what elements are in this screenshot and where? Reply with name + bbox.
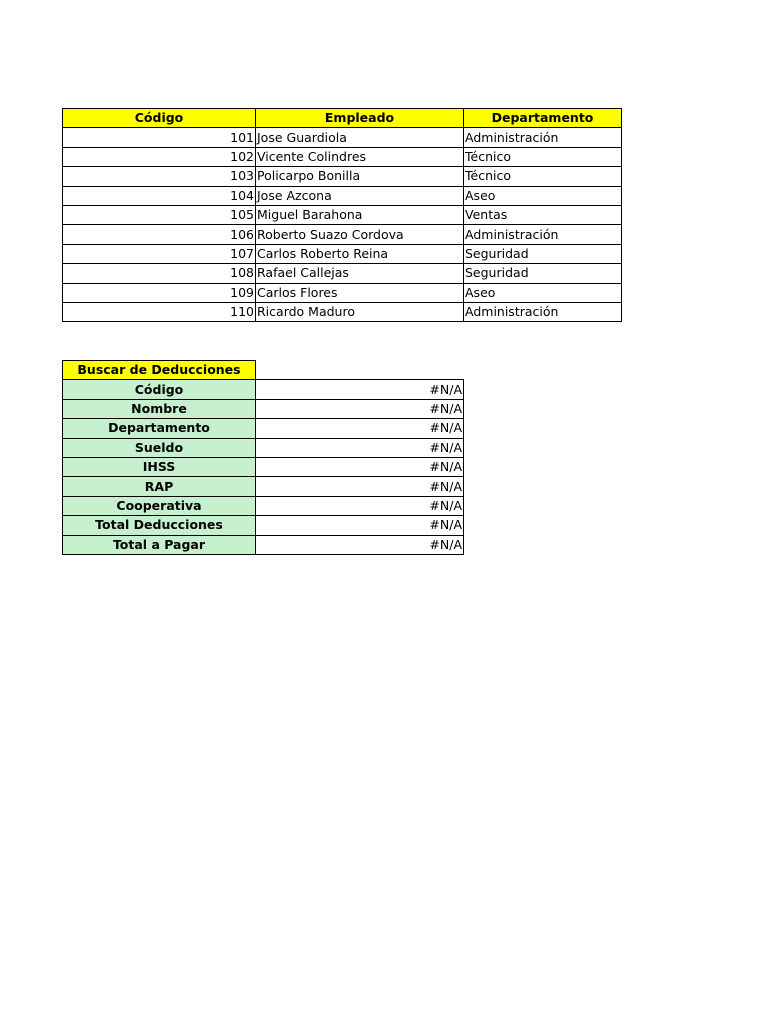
table-row <box>63 225 622 244</box>
cell-departamento[interactable]: Aseo <box>464 283 622 302</box>
lookup-label[interactable]: Departamento <box>63 419 256 438</box>
cell-codigo[interactable]: 108 <box>63 264 256 283</box>
cell-empleado[interactable]: Carlos Flores <box>256 283 464 302</box>
cell-codigo[interactable]: 106 <box>63 225 256 244</box>
lookup-row <box>63 380 464 399</box>
cell-codigo[interactable]: 105 <box>63 205 256 224</box>
cell-codigo[interactable]: 102 <box>63 147 256 166</box>
lookup-label[interactable]: Sueldo <box>63 438 256 457</box>
cell-empleado[interactable]: Carlos Roberto Reina <box>256 244 464 263</box>
cell-empleado[interactable]: Roberto Suazo Cordova <box>256 225 464 244</box>
lookup-value[interactable]: #N/A <box>256 516 464 535</box>
lookup-value[interactable]: #N/A <box>256 399 464 418</box>
cell-departamento[interactable]: Ventas <box>464 205 622 224</box>
lookup-value[interactable]: #N/A <box>256 496 464 515</box>
lookup-row <box>63 516 464 535</box>
employee-table-header-row <box>63 109 622 128</box>
lookup-row <box>63 496 464 515</box>
lookup-row <box>63 457 464 476</box>
lookup-value[interactable]: #N/A <box>256 477 464 496</box>
cell-empleado[interactable]: Policarpo Bonilla <box>256 167 464 186</box>
cell-departamento[interactable]: Administración <box>464 302 622 321</box>
lookup-row <box>63 477 464 496</box>
table-row <box>63 167 622 186</box>
cell-departamento[interactable]: Administración <box>464 225 622 244</box>
table-row <box>63 283 622 302</box>
table-row <box>63 205 622 224</box>
cell-departamento[interactable]: Administración <box>464 128 622 147</box>
table-row <box>63 264 622 283</box>
lookup-value[interactable]: #N/A <box>256 380 464 399</box>
lookup-label[interactable]: Nombre <box>63 399 256 418</box>
lookup-label[interactable]: Código <box>63 380 256 399</box>
cell-empleado[interactable]: Vicente Colindres <box>256 147 464 166</box>
header-empleado[interactable]: Empleado <box>256 109 464 128</box>
cell-codigo[interactable]: 109 <box>63 283 256 302</box>
table-row <box>63 186 622 205</box>
lookup-row <box>63 419 464 438</box>
cell-empleado[interactable]: Ricardo Maduro <box>256 302 464 321</box>
lookup-value[interactable]: #N/A <box>256 419 464 438</box>
cell-empleado[interactable]: Jose Guardiola <box>256 128 464 147</box>
lookup-row <box>63 399 464 418</box>
lookup-value[interactable]: #N/A <box>256 438 464 457</box>
cell-departamento[interactable]: Seguridad <box>464 244 622 263</box>
lookup-value[interactable]: #N/A <box>256 535 464 554</box>
header-codigo[interactable]: Código <box>63 109 256 128</box>
lookup-row <box>63 535 464 554</box>
cell-departamento[interactable]: Técnico <box>464 147 622 166</box>
lookup-title[interactable]: Buscar de Deducciones <box>63 361 256 380</box>
lookup-label[interactable]: Total Deducciones <box>63 516 256 535</box>
table-row <box>63 302 622 321</box>
cell-codigo[interactable]: 107 <box>63 244 256 263</box>
lookup-title-blank-cell[interactable] <box>256 361 464 380</box>
table-row <box>63 147 622 166</box>
cell-empleado[interactable]: Jose Azcona <box>256 186 464 205</box>
cell-departamento[interactable]: Seguridad <box>464 264 622 283</box>
cell-departamento[interactable]: Aseo <box>464 186 622 205</box>
employee-table <box>62 108 622 322</box>
header-departamento[interactable]: Departamento <box>464 109 622 128</box>
cell-codigo[interactable]: 110 <box>63 302 256 321</box>
deductions-lookup-table <box>62 360 464 555</box>
lookup-label[interactable]: Total a Pagar <box>63 535 256 554</box>
lookup-label[interactable]: IHSS <box>63 457 256 476</box>
table-row <box>63 244 622 263</box>
cell-empleado[interactable]: Miguel Barahona <box>256 205 464 224</box>
cell-departamento[interactable]: Técnico <box>464 167 622 186</box>
lookup-label[interactable]: Cooperativa <box>63 496 256 515</box>
lookup-label[interactable]: RAP <box>63 477 256 496</box>
lookup-row <box>63 438 464 457</box>
lookup-title-row <box>63 361 464 380</box>
table-row <box>63 128 622 147</box>
cell-empleado[interactable]: Rafael Callejas <box>256 264 464 283</box>
cell-codigo[interactable]: 103 <box>63 167 256 186</box>
cell-codigo[interactable]: 104 <box>63 186 256 205</box>
lookup-value[interactable]: #N/A <box>256 457 464 476</box>
cell-codigo[interactable]: 101 <box>63 128 256 147</box>
